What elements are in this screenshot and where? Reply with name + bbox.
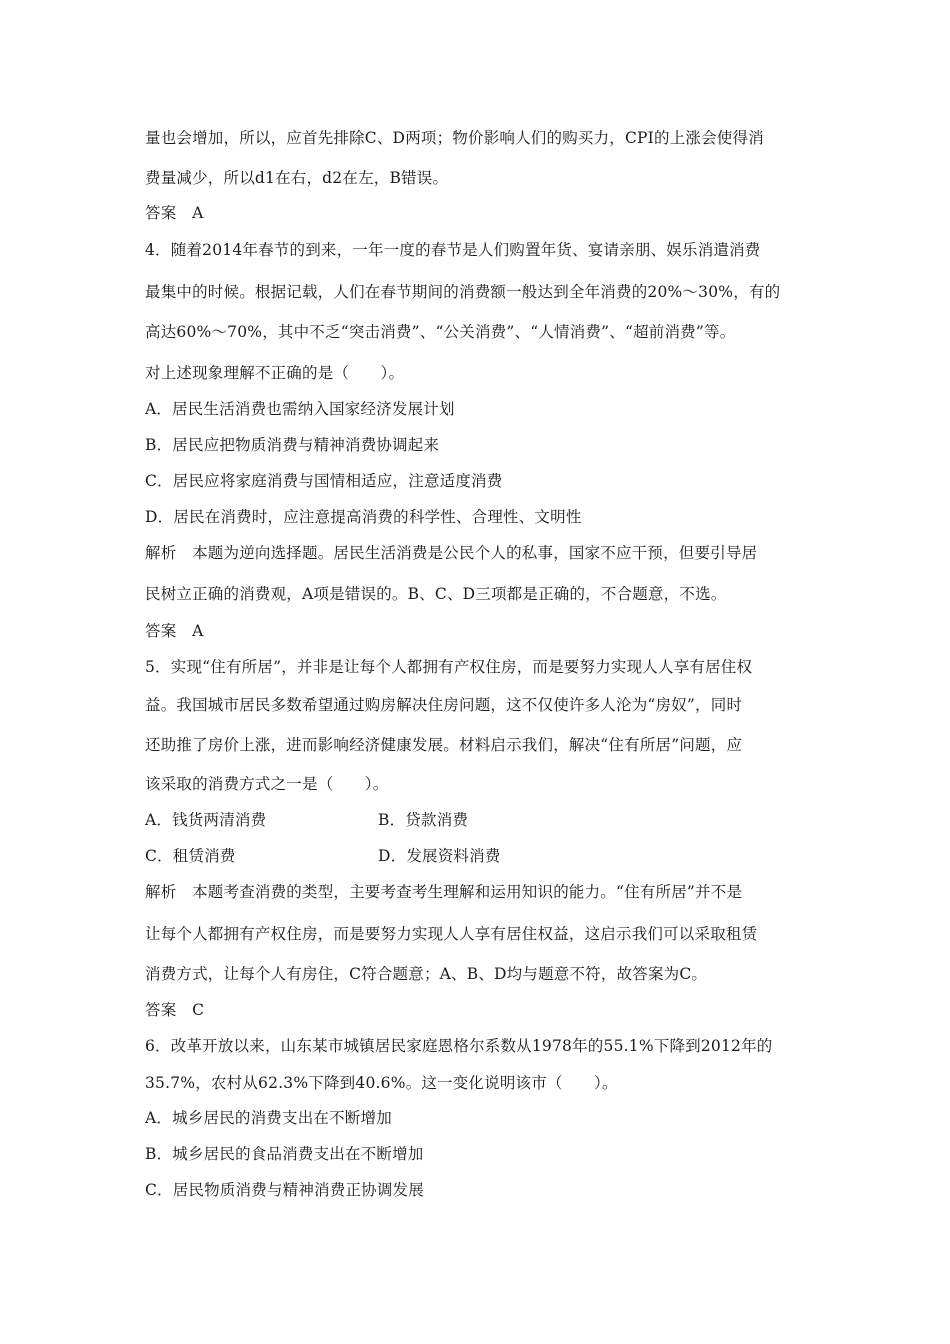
option-a: A．居民生活消费也需纳入国家经济发展计划 (145, 400, 455, 418)
analysis-text: 解析 本题为逆向选择题。居民生活消费是公民个人的私事，国家不应干预，但要引导居 (145, 544, 758, 562)
text-line: 高达60%～70%，其中不乏“突击消费”、“公关消费”、“人情消费”、“超前消费”等。 (145, 323, 736, 341)
option-d: D．发展资料消费 (378, 847, 501, 865)
option-a: A．钱货两清消费 (145, 811, 267, 829)
option-d: D．居民在消费时，应注意提高消费的科学性、合理性、文明性 (145, 508, 582, 526)
option-b: B．贷款消费 (378, 811, 469, 829)
option-c: C．居民物质消费与精神消费正协调发展 (145, 1181, 424, 1199)
answer-label: 答案 A (145, 204, 204, 222)
question-6: 6．改革开放以来，山东某市城镇居民家庭恩格尔系数从1978年的55.1%下降到2012年的 (145, 1037, 773, 1055)
text-line: 量也会增加，所以，应首先排除C、D两项；物价影响人们的购买力，CPI的上涨会使得消 (145, 129, 764, 147)
option-c: C．租赁消费 (145, 847, 236, 865)
option-b: B．居民应把物质消费与精神消费协调起来 (145, 436, 440, 454)
question-5: 5．实现“住有所居”，并非是让每个人都拥有产权住房，而是要努力实现人人享有居住权 (145, 658, 753, 676)
text-line: 民树立正确的消费观，A项是错误的。B、C、D三项都是正确的，不合题意，不选。 (145, 585, 727, 603)
text-line: 对上述现象理解不正确的是（ ）。 (145, 364, 405, 382)
text-line: 还助推了房价上涨，进而影响经济健康发展。材料启示我们，解决“住有所居”问题，应 (145, 736, 743, 754)
text-line: 该采取的消费方式之一是（ ）。 (145, 775, 389, 793)
text-line: 35.7%，农村从62.3%下降到40.6%。这一变化说明该市（ ）。 (145, 1074, 618, 1092)
answer-label: 答案 A (145, 622, 204, 640)
text-line: 消费方式，让每个人有房住，C符合题意；A、B、D均与题意不符，故答案为C。 (145, 965, 708, 983)
text-line: 益。我国城市居民多数希望通过购房解决住房问题，这不仅使许多人沦为“房奴”，同时 (145, 696, 743, 714)
text-line: 费量减少，所以d1在右，d2在左，B错误。 (145, 169, 449, 187)
text-line: 最集中的时候。根据记载，人们在春节期间的消费额一般达到全年消费的20%～30%，有的 (145, 283, 781, 301)
question-4: 4．随着2014年春节的到来，一年一度的春节是人们购置年货、宴请亲朋、娱乐消遣消费 (145, 241, 761, 259)
answer-label: 答案 C (145, 1001, 205, 1019)
analysis-text: 解析 本题考查消费的类型，主要考查考生理解和运用知识的能力。“住有所居”并不是 (145, 883, 743, 901)
option-b: B．城乡居民的食品消费支出在不断增加 (145, 1145, 424, 1163)
option-a: A．城乡居民的消费支出在不断增加 (145, 1109, 392, 1127)
option-c: C．居民应将家庭消费与国情相适应，注意适度消费 (145, 472, 503, 490)
text-line: 让每个人都拥有产权住房，而是要努力实现人人享有居住权益，这启示我们可以采取租赁 (145, 925, 758, 943)
